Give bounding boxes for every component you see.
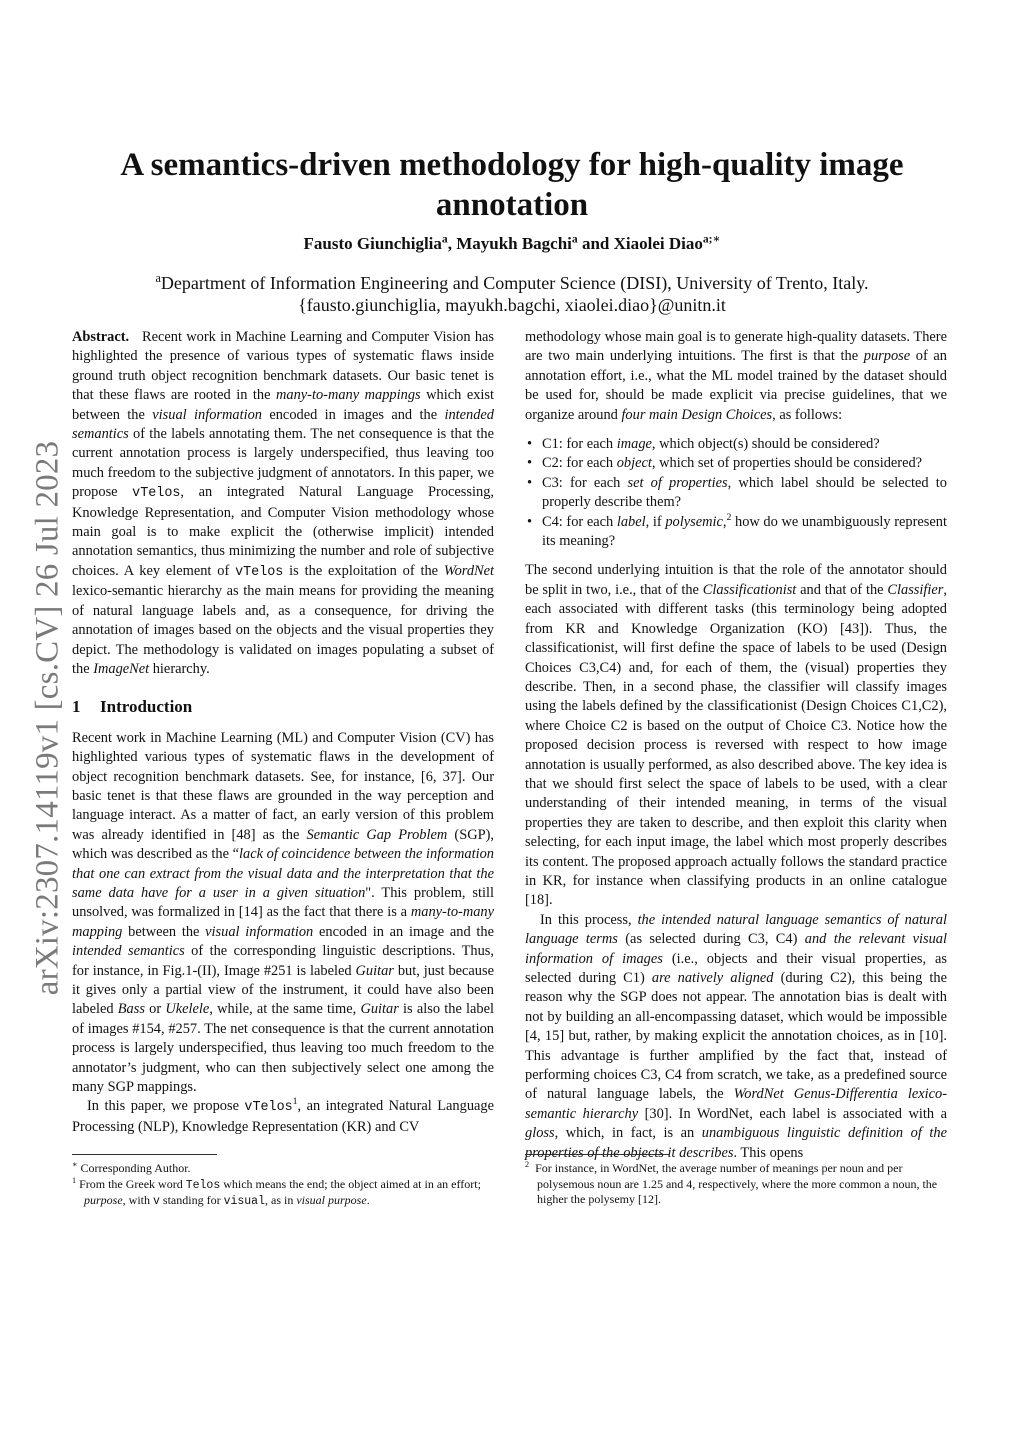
text-run: encoded in an image and the [313, 923, 494, 940]
text-run: Recent work in Machine Learning (ML) and Computer Vision (CV) has highlighted various types of systematic flaws in the development of object recognition benchmark datasets. See, for instance, [6, 37]. Our basic tenet is that these flaws are grounded in the way perception and language interact. As a matter of fact, an early version of this problem was already identified in [48] as the [72, 729, 494, 843]
footnote-text: For instance, in WordNet, the average number of meanings per noun and per polysemous noun are 1.25 and 4, respectively, where the more common a noun, the higher the polysemy [12]. [535, 1161, 938, 1206]
affiliation-block [60, 272, 964, 316]
footnotes-right [525, 1154, 947, 1208]
text-run: (as selected during C3, C4) [617, 931, 805, 948]
footnote-corresponding-author [72, 1161, 494, 1177]
author-affiliation-mark: a [571, 232, 578, 246]
author-name: Fausto Giunchiglia [303, 234, 442, 253]
author-affiliation-mark: a [441, 232, 448, 246]
italic-run: set of properties [627, 474, 728, 491]
italic-run: Ukelele [165, 1001, 210, 1018]
text-run: The second underlying intuition is that the role of the annotator should be split in two, i.e., that of the [525, 562, 947, 598]
author-separator: and [577, 234, 614, 253]
abstract-code: vTelos [132, 486, 181, 502]
text-run: , which, in fact, is an [554, 1125, 702, 1142]
author-affiliation-mark: a;∗ [702, 232, 721, 246]
text-run: , which object(s) should be considered? [651, 436, 880, 453]
abstract-text: Recent work in Machine Learning and Computer Vision has highlighted the presence of various types of systematic flaws inside ground truth object recognition benchmark datasets. Our basic tenet is that these flaws are rooted in the [72, 329, 495, 404]
left-column [72, 328, 494, 1137]
italic-run: the intended natural language semantics of natural language terms [525, 911, 948, 948]
text-run: In this paper, we propose [87, 1098, 245, 1115]
footnote-ref[interactable]: 2 [726, 511, 732, 523]
text-run: is also the label of images #154, #257. The net consequence is that the current annotation process is largely underspecified, thus leaving too much freedom to the annotator’s judgment, who can then subjectively select one among the many SGP mappings. [72, 1001, 495, 1096]
italic-run: visual information [205, 923, 314, 940]
italic-run: Bass [117, 1001, 145, 1018]
abstract-text: which exist between the [72, 387, 494, 423]
abstract-code: vTelos [235, 564, 284, 580]
author-name: Mayukh Bagchi [456, 234, 572, 253]
code-run: visual [223, 1195, 265, 1208]
list-item [525, 435, 947, 454]
text-run: , if [645, 513, 666, 530]
list-item [525, 474, 947, 513]
footnote-ref[interactable]: 1 [292, 1096, 298, 1108]
design-choices-list [525, 435, 947, 551]
code-run: Telos [185, 1178, 221, 1192]
abstract [72, 328, 494, 679]
text-run: C2: for each [542, 455, 617, 472]
paper-title: A semantics-driven methodology for high-quality image annotation [120, 147, 904, 223]
italic-run: label [616, 513, 646, 530]
right-column [525, 328, 947, 1163]
italic-run: polysemic [665, 513, 723, 530]
text-run: C4: for each [542, 513, 617, 530]
footnote-text: Corresponding Author. [80, 1161, 191, 1175]
text-run: , which label should be selected to properly describe them? [542, 474, 947, 511]
abstract-emphasis: many-to-many mappings [276, 387, 421, 404]
text-run: C1: for each [542, 436, 617, 453]
italic-run: purpose [84, 1193, 123, 1207]
footnote-1 [72, 1177, 494, 1210]
italic-run: Semantic Gap Problem [306, 826, 448, 843]
abstract-text: hierarchy. [149, 660, 210, 677]
text-run: . [366, 1193, 370, 1207]
abstract-text: lexico-semantic hierarchy as the main means for providing the meaning of natural language labels and, as a consequence, for driving the annotation of images based on the objects and the visual properties they depict. The methodology is validated on images populating a subset of the [72, 583, 494, 677]
text-run: of the corresponding linguistic descriptions. Thus, for instance, in Fig.1-(II), Image #251 is labeled [72, 943, 494, 979]
text-run: ". This problem, still unsolved, was formalized in [14] as the fact that there is a [72, 884, 494, 921]
italic-run: Classifier [887, 581, 944, 598]
body-paragraph [525, 911, 947, 1163]
text-run: , each associated with different tasks (this terminology being adopted from KR and Knowledge Organization (KO) [43]). Thus, the classificationist, will first define the space of labels to be used (Design Choices C3,C4) and, for each of them, the (visual) properties they describe. Then, in a second phase, the classifier will classify images using the labels defined by the classificationist (Design Choices C1,C2), where Choice C2 is based on the output of Choice C3. Notice how the proposed decision process is reversed with respect to how image annotation is usually performed, as also described above. The key idea is that we should first select the space of labels to be used, with a clear understanding of their intended meaning, in terms of the visual properties they are taken to describe, and then exploit this clarity when selecting, for each input image, the label which most properly describes its content. The proposed approach actually follows the standard practice in KR, for instance when classifying products in an online catalogue [18]. [525, 581, 947, 909]
text-run: (during C2), this being the reason why the SGP does not appear. The annotation bias is dealt with not by building an all-encompassing dataset, which would be impossible [4, 15] but, rather, by making explicit the annotation choices, as in [10]. This advantage is further amplified by the fact that, instead of performing choices C3, C4 from scratch, we take, as a predefined source of natural language labels, the [525, 970, 947, 1103]
abstract-emphasis: intended semantics [72, 406, 495, 443]
text-run: , an integrated Natural Language Processing (NLP), Knowledge Representation (KR) and CV [72, 1098, 494, 1135]
list-item [525, 454, 947, 473]
arxiv-identifier: arXiv:2307.14119v1 [cs.CV] 26 Jul 2023 [29, 440, 66, 996]
affiliation-mark: a [155, 271, 161, 285]
abstract-emphasis: WordNet [443, 562, 495, 579]
italic-run: many-to-many mapping [72, 904, 494, 940]
text-run: or [144, 1001, 166, 1018]
italic-run: image [616, 436, 652, 453]
author-emails: {fausto.giunchiglia, mayukh.bagchi, xiaolei.diao}@unitn.it [298, 295, 726, 315]
text-run: how do we unambiguously represent its meaning? [542, 513, 947, 550]
text-run: standing for [159, 1193, 224, 1207]
affiliation-line [60, 272, 964, 294]
text-run: which means the end; the object aimed at in an effort; [220, 1176, 481, 1191]
abstract-text: encoded in images and the [261, 406, 445, 423]
author-list [60, 234, 964, 254]
italic-run: four main Design Choices [621, 406, 773, 423]
italic-run: intended semantics [72, 943, 185, 960]
text-run: , as follows: [772, 406, 843, 423]
text-run: (SGP), which was described as the “ [72, 826, 494, 863]
footnote-divider [72, 1154, 217, 1155]
text-run: From the Greek word [79, 1176, 186, 1191]
italic-run: Guitar [360, 1001, 399, 1018]
intro-paragraph [72, 729, 494, 1098]
abstract-label: Abstract. [72, 329, 130, 345]
abstract-text: of the labels annotating them. The net consequence is that the current annotation process is largely underspecified, thus leaving too much freedom to the subjective judgment of annotators. In this paper, we propose [72, 426, 494, 501]
text-run: but, just because it gives only a partial view of the instrument, it could have also been labeled [72, 962, 494, 1018]
italic-run: Classificationist [702, 581, 797, 598]
footnote-divider [525, 1154, 670, 1155]
italic-run: purpose [863, 348, 911, 365]
italic-run: are natively aligned [651, 970, 774, 986]
author-name: Xiaolei Diao [613, 234, 703, 253]
text-run: , which set of properties should be considered? [651, 455, 923, 472]
text-run: . This opens [733, 1144, 804, 1161]
italic-run: and the relevant visual information of images [525, 931, 947, 967]
section-heading-introduction [72, 697, 494, 716]
text-run: , with [122, 1193, 154, 1207]
footnotes-left [72, 1154, 494, 1210]
italic-run: unambiguous linguistic definition of the properties of the objects it describes [525, 1125, 947, 1161]
text-run: methodology whose main goal is to generate high-quality datasets. There are two main underlying intuitions. The first is that the [525, 329, 947, 365]
text-run: and that of the [796, 581, 888, 598]
italic-run: object [616, 455, 652, 472]
code-run: v [153, 1195, 160, 1208]
italic-run: visual purpose [296, 1193, 367, 1207]
italic-run: WordNet Genus-Differentia lexico-semantic hierarchy [525, 1086, 948, 1122]
text-run: of an annotation effort, i.e., what the ML model trained by the dataset should be used for, should be made explicit via precise guidelines, that we organize around [525, 348, 948, 423]
abstract-emphasis: visual information [152, 406, 262, 423]
author-separator: , [447, 234, 457, 253]
footnote-mark: 1 [72, 1175, 77, 1185]
text-run: In this process, [540, 911, 638, 928]
section-title: Introduction [100, 697, 193, 717]
abstract-emphasis: ImageNet [93, 660, 150, 677]
body-paragraph [525, 328, 947, 425]
text-run: C3: for each [542, 474, 628, 491]
footnote-mark: ∗ [72, 1160, 78, 1169]
body-paragraph [525, 561, 947, 910]
section-number: 1 [72, 697, 81, 717]
abstract-text: is the exploitation of the [283, 562, 444, 579]
footnote-2 [525, 1161, 947, 1208]
code-run: vTelos [244, 1100, 293, 1116]
abstract-text: , an integrated Natural Language Processing, Knowledge Representation, and Computer Vision methodology whose main goal is to make explicit the (otherwise implicit) intended annotation semantics, thus minimizing the number and role of subjective choices. A key element of [72, 484, 494, 579]
text-run: between the [122, 923, 206, 940]
italic-run: Guitar [355, 962, 394, 979]
affiliation-text: Department of Information Engineering and Computer Science (DISI), University of Trento, Italy. [160, 273, 869, 293]
text-run: , as in [265, 1193, 297, 1207]
italic-run: lack of coincidence between the information that one can extract from the visual data and the interpretation that the same data have for a user in a given situation [72, 846, 494, 901]
list-item [525, 513, 947, 552]
text-run: , [722, 513, 727, 530]
intro-paragraph [72, 1097, 494, 1137]
footnote-mark: 2 [525, 1160, 530, 1169]
text-run: [30]. In WordNet, each label is associated with a [638, 1105, 947, 1122]
text-run: (i.e., objects and their visual properties, as selected during C1) [525, 950, 947, 986]
text-run: , while, at the same time, [209, 1001, 361, 1018]
italic-run: gloss [525, 1125, 555, 1142]
